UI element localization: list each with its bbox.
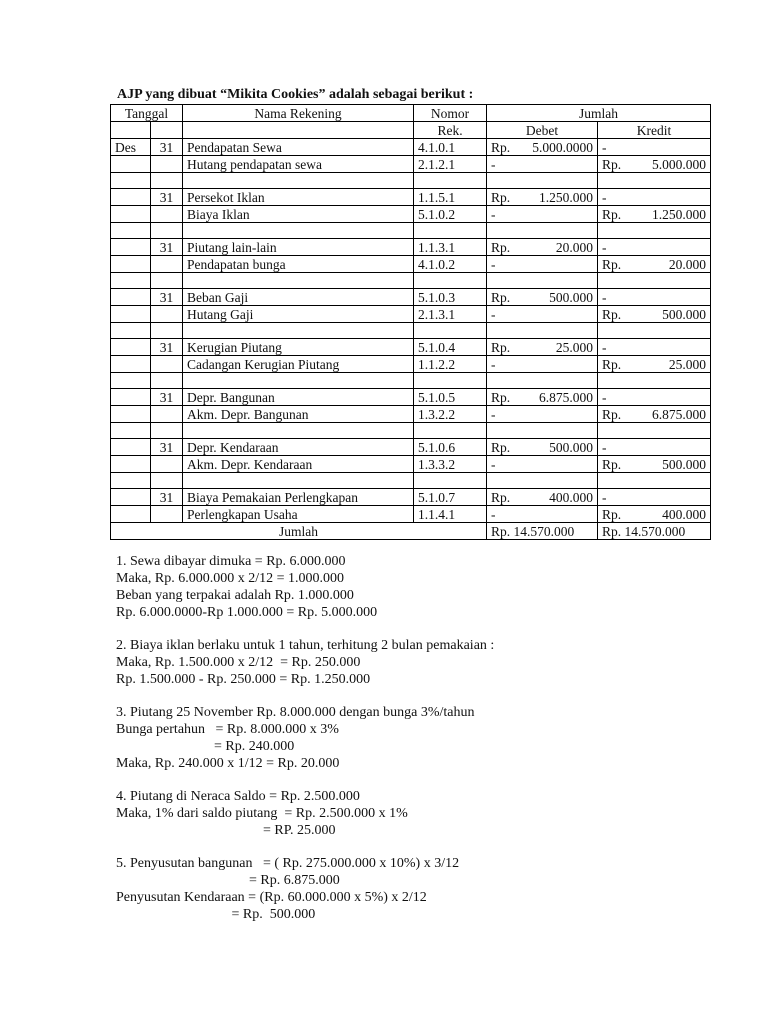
debet-amount — [487, 339, 598, 356]
currency-label: Rp. — [491, 189, 511, 205]
table-row — [111, 156, 711, 173]
currency-label: Rp. — [602, 206, 622, 222]
credit-account-name: Biaya Iklan — [183, 206, 414, 223]
debit-account-number: 5.1.0.4 — [414, 339, 487, 356]
entry-day: 31 — [151, 139, 183, 156]
credit-account-name: Hutang Gaji — [183, 306, 414, 323]
currency-label: Rp. — [491, 139, 511, 155]
kredit-dash: - — [598, 339, 711, 356]
table-row — [111, 489, 711, 506]
note-line: = Rp. 500.000 — [116, 907, 316, 922]
debet-dash: - — [487, 456, 598, 473]
debit-account-name: Depr. Kendaraan — [183, 439, 414, 456]
amount-value: 500.000 — [549, 289, 594, 305]
total-kredit: Rp. 14.570.000 — [598, 523, 711, 540]
kredit-amount — [598, 256, 711, 273]
header-kredit: Kredit — [598, 122, 711, 139]
entry-month — [111, 289, 151, 306]
debit-account-number: 5.1.0.3 — [414, 289, 487, 306]
kredit-amount — [598, 306, 711, 323]
note-line: 3. Piutang 25 November Rp. 8.000.000 dengan bunga 3%/tahun — [116, 705, 475, 720]
kredit-amount — [598, 506, 711, 523]
debit-account-number: 5.1.0.5 — [414, 389, 487, 406]
debet-dash: - — [487, 406, 598, 423]
amount-value: 500.000 — [549, 439, 594, 455]
note-line: Maka, Rp. 6.000.000 x 2/12 = 1.000.000 — [116, 571, 344, 586]
currency-label: Rp. — [491, 289, 511, 305]
currency-label: Rp. — [602, 406, 622, 422]
kredit-amount — [598, 206, 711, 223]
credit-account-number: 1.1.4.1 — [414, 506, 487, 523]
amount-value: 500.000 — [662, 456, 707, 472]
debit-account-number: 1.1.3.1 — [414, 239, 487, 256]
header-debet: Debet — [487, 122, 598, 139]
total-label: Jumlah — [111, 523, 487, 540]
table-row — [111, 339, 711, 356]
debet-amount — [487, 489, 598, 506]
note-line: Maka, 1% dari saldo piutang = Rp. 2.500.000 x 1% — [116, 806, 408, 821]
credit-account-name: Pendapatan bunga — [183, 256, 414, 273]
amount-value: 400.000 — [549, 489, 594, 505]
currency-label: Rp. — [491, 489, 511, 505]
debet-amount — [487, 239, 598, 256]
amount-value: 25.000 — [668, 356, 707, 372]
entry-day: 31 — [151, 189, 183, 206]
currency-label: Rp. — [602, 306, 622, 322]
currency-label: Rp. — [491, 439, 511, 455]
entry-day: 31 — [151, 439, 183, 456]
blank-row — [111, 423, 711, 439]
debet-dash: - — [487, 256, 598, 273]
credit-account-name: Hutang pendapatan sewa — [183, 156, 414, 173]
credit-account-name: Perlengkapan Usaha — [183, 506, 414, 523]
debit-account-name: Pendapatan Sewa — [183, 139, 414, 156]
debet-amount — [487, 289, 598, 306]
entry-day: 31 — [151, 239, 183, 256]
debet-amount — [487, 189, 598, 206]
debit-account-name: Piutang lain-lain — [183, 239, 414, 256]
kredit-dash: - — [598, 189, 711, 206]
currency-label: Rp. — [602, 506, 622, 522]
note-line: = Rp. 240.000 — [116, 739, 295, 754]
kredit-amount — [598, 456, 711, 473]
debet-amount — [487, 389, 598, 406]
note-line: Beban yang terpakai adalah Rp. 1.000.000 — [116, 588, 354, 603]
note-line: 2. Biaya iklan berlaku untuk 1 tahun, terhitung 2 bulan pemakaian : — [116, 638, 495, 653]
note-line: Rp. 1.500.000 - Rp. 250.000 = Rp. 1.250.000 — [116, 672, 371, 687]
currency-label: Rp. — [602, 256, 622, 272]
amount-value: 5.000.0000 — [532, 139, 594, 155]
note-line: 5. Penyusutan bangunan = ( Rp. 275.000.000 x 10%) x 3/12 — [116, 856, 460, 871]
kredit-dash: - — [598, 289, 711, 306]
credit-account-number: 1.3.3.2 — [414, 456, 487, 473]
credit-account-name: Akm. Depr. Bangunan — [183, 406, 414, 423]
debit-account-number: 1.1.5.1 — [414, 189, 487, 206]
amount-value: 20.000 — [668, 256, 707, 272]
kredit-dash: - — [598, 239, 711, 256]
amount-value: 1.250.000 — [652, 206, 707, 222]
debet-amount — [487, 139, 598, 156]
entry-month: Des — [111, 139, 151, 156]
table-row — [111, 189, 711, 206]
credit-account-number: 2.1.3.1 — [414, 306, 487, 323]
blank-row — [111, 223, 711, 239]
table-row — [111, 139, 711, 156]
journal-table — [110, 104, 711, 540]
amount-value: 6.875.000 — [652, 406, 707, 422]
header-jumlah: Jumlah — [487, 105, 711, 122]
table-row — [111, 256, 711, 273]
entry-day: 31 — [151, 489, 183, 506]
kredit-dash: - — [598, 139, 711, 156]
entry-month — [111, 389, 151, 406]
page-title: AJP yang dibuat “Mikita Cookies” adalah sebagai berikut : — [117, 87, 474, 102]
table-row — [111, 356, 711, 373]
amount-value: 1.250.000 — [539, 189, 594, 205]
debit-account-name: Biaya Pemakaian Perlengkapan — [183, 489, 414, 506]
table-row — [111, 506, 711, 523]
debit-account-name: Depr. Bangunan — [183, 389, 414, 406]
debet-amount — [487, 439, 598, 456]
amount-value: 400.000 — [662, 506, 707, 522]
debet-dash: - — [487, 356, 598, 373]
entry-month — [111, 439, 151, 456]
note-line: Bunga pertahun = Rp. 8.000.000 x 3% — [116, 722, 339, 737]
blank-row — [111, 173, 711, 189]
kredit-dash: - — [598, 439, 711, 456]
debet-dash: - — [487, 506, 598, 523]
entry-day: 31 — [151, 339, 183, 356]
currency-label: Rp. — [602, 456, 622, 472]
blank-row — [111, 323, 711, 339]
kredit-dash: - — [598, 489, 711, 506]
entry-month — [111, 239, 151, 256]
credit-account-number: 1.3.2.2 — [414, 406, 487, 423]
debet-dash: - — [487, 206, 598, 223]
note-line: Penyusutan Kendaraan = (Rp. 60.000.000 x 5%) x 2/12 — [116, 890, 427, 905]
currency-label: Rp. — [602, 156, 622, 172]
currency-label: Rp. — [491, 389, 511, 405]
note-line: 4. Piutang di Neraca Saldo = Rp. 2.500.000 — [116, 789, 360, 804]
note-line: = RP. 25.000 — [116, 823, 336, 838]
table-row — [111, 306, 711, 323]
debit-account-number: 5.1.0.6 — [414, 439, 487, 456]
entry-month — [111, 489, 151, 506]
currency-label: Rp. — [602, 356, 622, 372]
debit-account-name: Persekot Iklan — [183, 189, 414, 206]
table-row — [111, 439, 711, 456]
entry-month — [111, 189, 151, 206]
credit-account-name: Cadangan Kerugian Piutang — [183, 356, 414, 373]
amount-value: 5.000.000 — [652, 156, 707, 172]
debet-dash: - — [487, 156, 598, 173]
total-debet: Rp. 14.570.000 — [487, 523, 598, 540]
table-row — [111, 239, 711, 256]
blank-row — [111, 373, 711, 389]
amount-value: 6.875.000 — [539, 389, 594, 405]
amount-value: 25.000 — [555, 339, 594, 355]
calculation-notes — [116, 553, 494, 923]
amount-value: 500.000 — [662, 306, 707, 322]
credit-account-number: 5.1.0.2 — [414, 206, 487, 223]
kredit-amount — [598, 406, 711, 423]
kredit-dash: - — [598, 389, 711, 406]
debit-account-name: Kerugian Piutang — [183, 339, 414, 356]
debit-account-name: Beban Gaji — [183, 289, 414, 306]
entry-month — [111, 339, 151, 356]
credit-account-name: Akm. Depr. Kendaraan — [183, 456, 414, 473]
blank-row — [111, 473, 711, 489]
note-line: Rp. 6.000.0000-Rp 1.000.000 = Rp. 5.000.000 — [116, 605, 378, 620]
note-line: 1. Sewa dibayar dimuka = Rp. 6.000.000 — [116, 554, 346, 569]
debet-dash: - — [487, 306, 598, 323]
blank-row — [111, 273, 711, 289]
currency-label: Rp. — [491, 339, 511, 355]
header-rek: Rek. — [414, 122, 487, 139]
table-row — [111, 389, 711, 406]
kredit-amount — [598, 356, 711, 373]
table-row — [111, 456, 711, 473]
kredit-amount — [598, 156, 711, 173]
header-tanggal: Tanggal — [111, 105, 183, 122]
entry-day: 31 — [151, 289, 183, 306]
note-line: = Rp. 6.875.000 — [116, 873, 340, 888]
amount-value: 20.000 — [555, 239, 594, 255]
table-row — [111, 206, 711, 223]
entry-day: 31 — [151, 389, 183, 406]
table-row — [111, 289, 711, 306]
debit-account-number: 4.1.0.1 — [414, 139, 487, 156]
note-line: Maka, Rp. 240.000 x 1/12 = Rp. 20.000 — [116, 756, 340, 771]
credit-account-number: 1.1.2.2 — [414, 356, 487, 373]
table-row — [111, 406, 711, 423]
credit-account-number: 4.1.0.2 — [414, 256, 487, 273]
total-row — [111, 523, 711, 540]
header-nomor: Nomor — [414, 105, 487, 122]
note-line: Maka, Rp. 1.500.000 x 2/12 = Rp. 250.000 — [116, 655, 361, 670]
header-nama-rekening: Nama Rekening — [183, 105, 414, 122]
debit-account-number: 5.1.0.7 — [414, 489, 487, 506]
credit-account-number: 2.1.2.1 — [414, 156, 487, 173]
currency-label: Rp. — [491, 239, 511, 255]
